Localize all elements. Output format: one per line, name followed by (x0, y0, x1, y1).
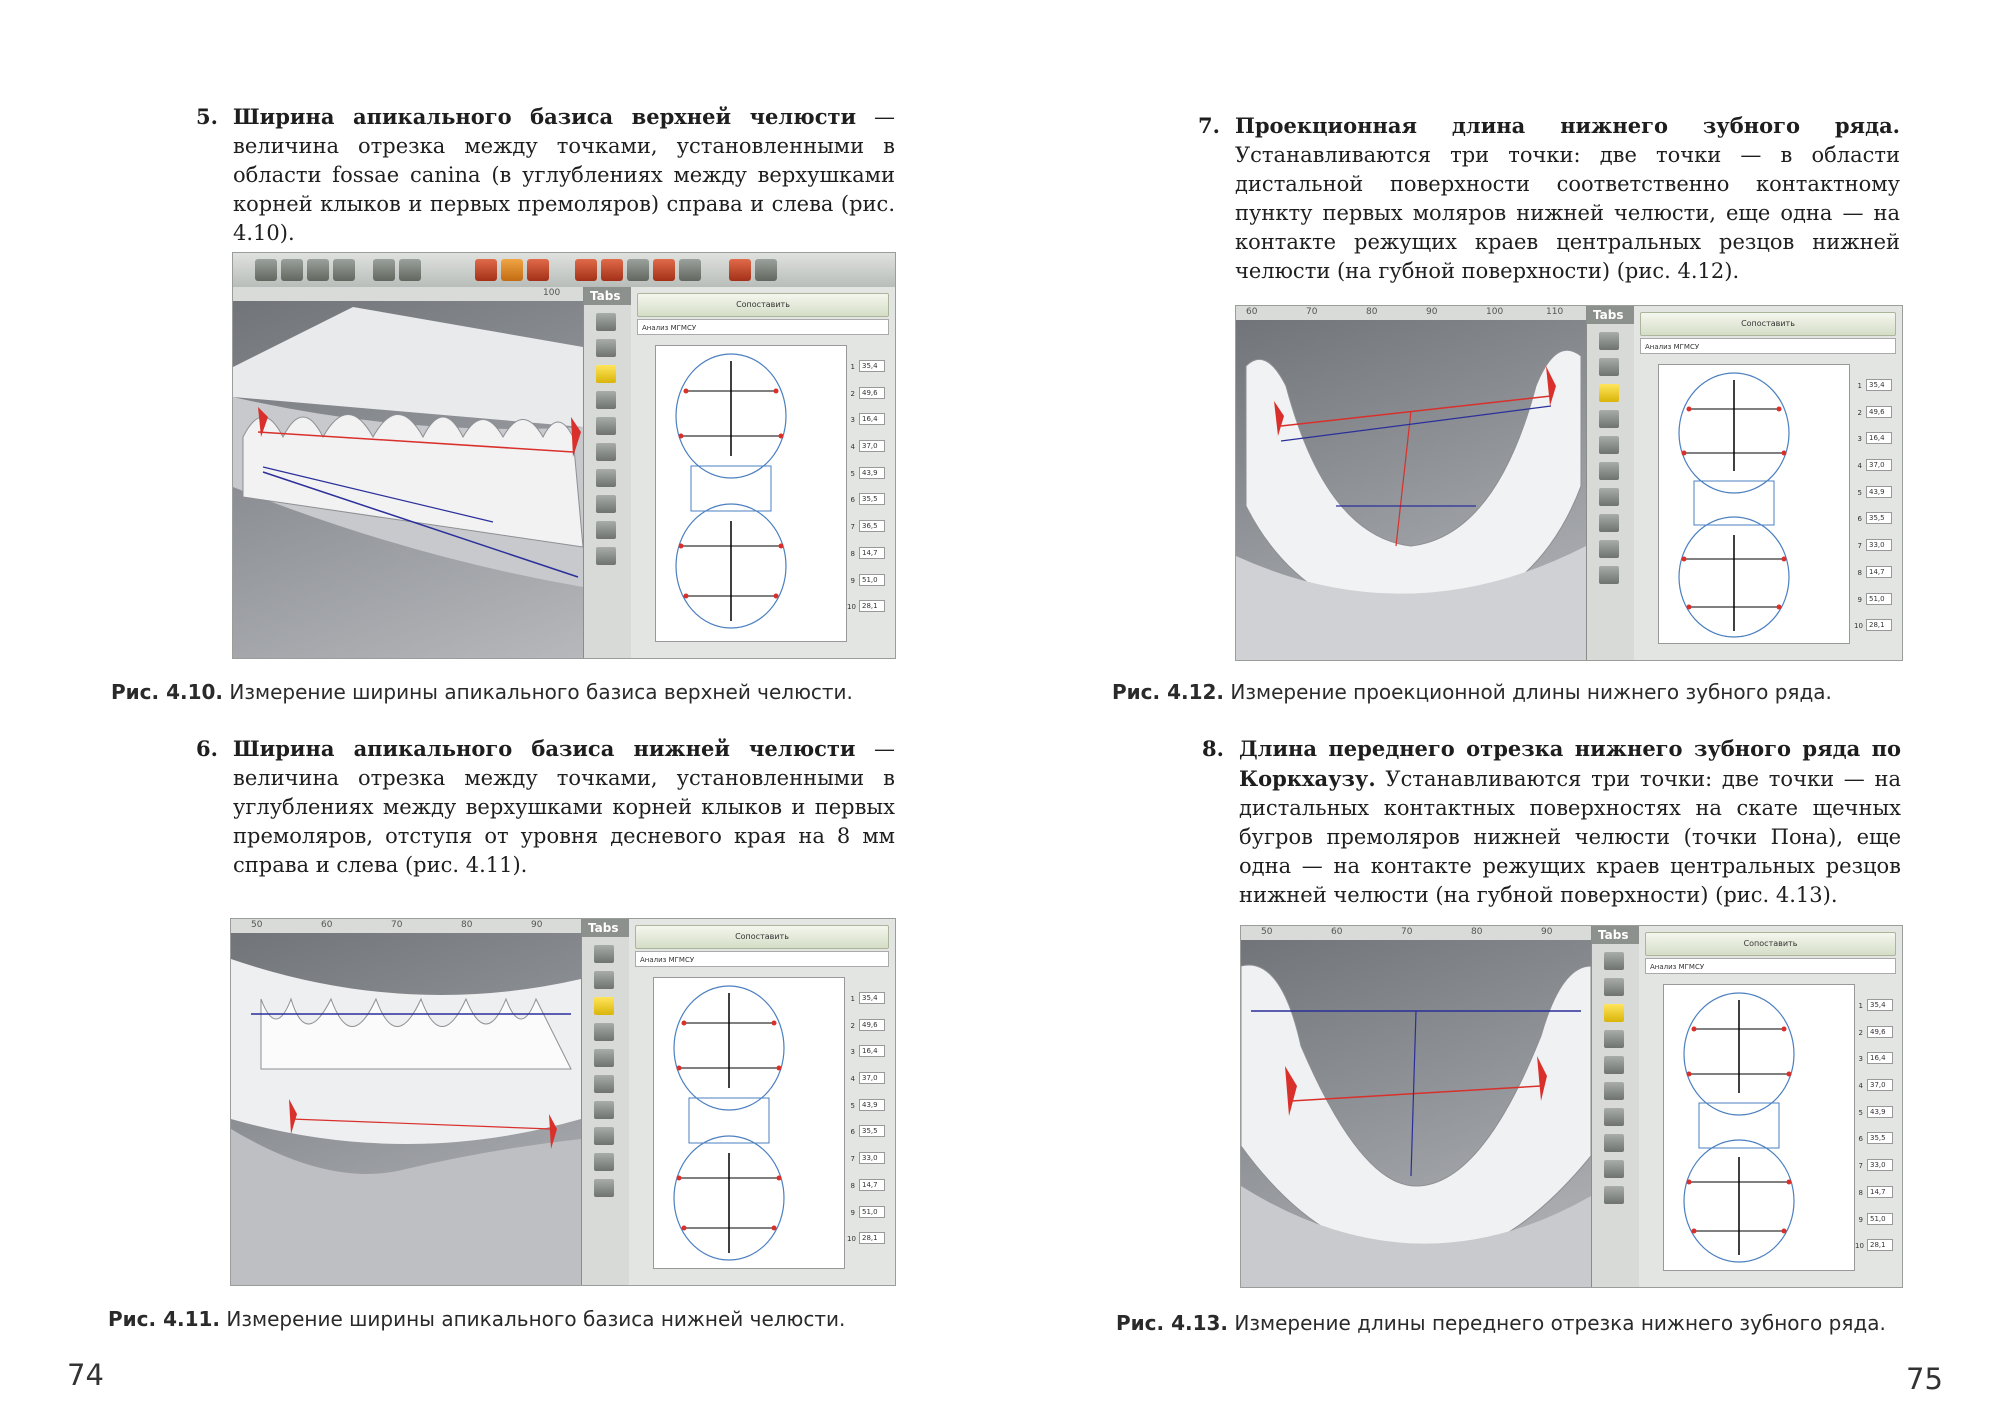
arch-drawing (656, 346, 846, 636)
ruler-tick: 110 (1546, 307, 1564, 317)
tool-icon[interactable] (596, 495, 616, 513)
ruler-tick: 70 (391, 920, 403, 930)
tool-icon[interactable] (596, 469, 616, 487)
tool-icon[interactable] (1599, 358, 1619, 376)
value-field[interactable]: 16,4 (859, 1045, 885, 1057)
tool-icon[interactable] (594, 971, 614, 989)
value-row (847, 1176, 889, 1203)
value-row (847, 1042, 889, 1069)
value-row (847, 357, 889, 384)
ruler-tick: 100 (543, 288, 561, 298)
value-list (847, 989, 889, 1256)
figure-4-10 (232, 252, 896, 659)
value-row (1854, 590, 1896, 617)
value-row (847, 571, 889, 598)
caption-text: Измерение ширины апикального базиса верхней челюсти. (223, 680, 853, 704)
tool-icon[interactable] (594, 945, 614, 963)
value-row (1855, 1210, 1897, 1237)
value-row (847, 1096, 889, 1123)
tabs-label: Tabs (1598, 928, 1629, 942)
page-number: 75 (1906, 1362, 1943, 1396)
caption-label: Рис. 4.11. (108, 1307, 221, 1331)
value-index: 9 (850, 576, 855, 585)
tool-icon[interactable] (399, 259, 421, 281)
value-index: 9 (850, 1208, 855, 1217)
tool-icon[interactable] (1599, 332, 1619, 350)
value-field[interactable]: 33,0 (1867, 1159, 1893, 1171)
item-7 (1198, 111, 1900, 286)
item-text (1239, 734, 1901, 910)
tool-icon[interactable] (373, 259, 395, 281)
value-index: 8 (1857, 568, 1862, 577)
tool-icon[interactable] (596, 391, 616, 409)
value-index: 10 (847, 603, 856, 612)
value-index: 4 (850, 443, 855, 452)
value-index: 9 (1857, 595, 1862, 604)
item-5 (196, 102, 895, 248)
figure-4-13 (1240, 925, 1903, 1288)
tools-sidebar (1586, 306, 1635, 660)
value-index: 5 (1858, 1108, 1863, 1117)
tool-icon[interactable] (594, 1075, 614, 1093)
value-index: 3 (1857, 435, 1862, 444)
value-index: 10 (1855, 1242, 1864, 1251)
tool-icon[interactable] (501, 259, 523, 281)
item-6 (196, 734, 895, 880)
tool-icon[interactable] (1599, 410, 1619, 428)
3d-viewport[interactable] (231, 919, 581, 1285)
tool-icon[interactable] (1604, 978, 1624, 996)
ruler-tick: 70 (1401, 927, 1413, 937)
compare-button[interactable]: Сопоставить (635, 925, 889, 949)
value-index: 1 (850, 363, 855, 371)
tool-icon[interactable] (1604, 1108, 1624, 1126)
value-field[interactable]: 28,1 (859, 1232, 885, 1244)
value-row (847, 517, 889, 544)
item-number: 6. (196, 736, 218, 761)
value-row (847, 410, 889, 437)
figure-caption (108, 1307, 845, 1331)
tool-icon[interactable] (1599, 514, 1619, 532)
value-index: 3 (1858, 1055, 1863, 1064)
value-row (1855, 1076, 1897, 1103)
item-text (233, 102, 895, 248)
3d-viewport[interactable] (1241, 926, 1591, 1287)
value-index: 9 (1858, 1215, 1863, 1224)
item-body: Устанавливаются три точки: две точки — на дистальных контактных поверхностях на скате щечных бугров премоляров нижней челюсти (точки Пона), еще одна — на контакте режущих краев центральных резцов нижней челюсти (на губной поверхности) (рис. 4.13). (1239, 767, 1901, 907)
value-row (847, 1016, 889, 1043)
value-field[interactable]: 43,9 (859, 467, 885, 479)
caption-label: Рис. 4.13. (1116, 1311, 1229, 1335)
value-index: 7 (850, 523, 855, 532)
value-list (847, 357, 889, 624)
arch-drawing (654, 978, 844, 1268)
tool-icon[interactable] (594, 1179, 614, 1197)
tool-icon[interactable] (594, 1023, 614, 1041)
value-field[interactable]: 51,0 (1867, 1213, 1893, 1225)
value-field[interactable]: 33,0 (1866, 539, 1892, 551)
value-row (1854, 376, 1896, 403)
tool-icon[interactable] (627, 259, 649, 281)
value-index: 3 (850, 1048, 855, 1057)
value-row (847, 464, 889, 491)
tool-icon[interactable] (596, 443, 616, 461)
dental-arch-diagram (1658, 364, 1850, 644)
tool-icon[interactable] (1599, 462, 1619, 480)
dental-model (233, 287, 583, 658)
value-index: 8 (850, 549, 855, 558)
value-row (1854, 536, 1896, 563)
tool-icon[interactable] (1604, 1056, 1624, 1074)
page-number: 74 (67, 1358, 104, 1392)
tabs-label: Tabs (588, 921, 619, 935)
tool-icon[interactable] (1604, 1160, 1624, 1178)
value-row (847, 544, 889, 571)
tool-icon[interactable] (575, 259, 597, 281)
item-8 (1202, 734, 1901, 910)
value-field[interactable]: 49,6 (1867, 1026, 1893, 1038)
figure-4-11 (230, 918, 896, 1286)
arch-drawing (1664, 985, 1854, 1270)
value-index: 10 (1854, 622, 1863, 631)
folder-icon[interactable] (596, 365, 616, 383)
tool-icon[interactable] (601, 259, 623, 281)
figure-caption (1116, 1311, 1886, 1335)
app-toolbar (233, 253, 895, 288)
value-field[interactable]: 35,4 (1866, 379, 1892, 391)
value-row (1855, 1049, 1897, 1076)
value-index: 2 (850, 1021, 855, 1030)
value-row (1855, 1023, 1897, 1050)
value-row (1854, 563, 1896, 590)
value-field[interactable]: 35,5 (1866, 512, 1892, 524)
ruler-tick: 100 (1486, 307, 1504, 317)
tool-icon[interactable] (307, 259, 329, 281)
value-field[interactable]: 51,0 (859, 574, 885, 586)
dental-model (231, 919, 581, 1285)
tool-icon[interactable] (527, 259, 549, 281)
folder-icon[interactable] (594, 997, 614, 1015)
value-field[interactable]: 14,7 (1867, 1186, 1893, 1198)
value-field[interactable]: 49,6 (859, 1019, 885, 1031)
item-number: 7. (1198, 113, 1220, 138)
value-row (847, 1229, 889, 1256)
value-row (1855, 1183, 1897, 1210)
tool-icon[interactable] (596, 339, 616, 357)
value-index: 1 (1857, 382, 1862, 390)
caption-text: Измерение проекционной длины нижнего зубного ряда. (1224, 680, 1832, 704)
value-field[interactable]: 37,0 (1867, 1079, 1893, 1091)
ruler-tick: 80 (461, 920, 473, 930)
value-row (847, 989, 889, 1016)
tool-icon[interactable] (1604, 1134, 1624, 1152)
value-field[interactable]: 28,1 (1867, 1239, 1893, 1251)
analysis-panel (631, 287, 895, 658)
value-field[interactable]: 16,4 (1867, 1052, 1893, 1064)
value-index: 8 (850, 1181, 855, 1190)
value-index: 2 (1857, 408, 1862, 417)
value-field[interactable]: 37,0 (859, 1072, 885, 1084)
value-index: 10 (847, 1235, 856, 1244)
value-field[interactable]: 35,4 (859, 992, 885, 1004)
tool-icon[interactable] (475, 259, 497, 281)
item-number: 5. (196, 104, 218, 129)
ruler-tick: 80 (1366, 307, 1378, 317)
value-index: 5 (850, 469, 855, 478)
figure-caption (111, 680, 853, 704)
item-lead: Ширина апикального базиса нижней челюсти (233, 736, 856, 761)
value-row (847, 384, 889, 411)
item-text (233, 734, 895, 880)
value-field[interactable]: 51,0 (859, 1206, 885, 1218)
value-list (1855, 996, 1897, 1263)
analysis-panel (1639, 926, 1902, 1287)
value-index: 4 (1858, 1082, 1863, 1091)
value-row (1854, 616, 1896, 643)
tool-icon[interactable] (255, 259, 277, 281)
dental-arch-diagram (1663, 984, 1855, 1271)
analysis-field[interactable]: Анализ МГМСУ (1645, 958, 1896, 974)
item-lead: Проекционная длина нижнего зубного ряда. (1235, 113, 1900, 138)
tool-icon[interactable] (1599, 436, 1619, 454)
tools-sidebar (583, 287, 632, 658)
value-row (1855, 1129, 1897, 1156)
value-row (1854, 509, 1896, 536)
value-index: 1 (1858, 1002, 1863, 1010)
value-field[interactable]: 35,5 (1867, 1132, 1893, 1144)
tabs-label: Tabs (590, 289, 621, 303)
value-field[interactable]: 14,7 (859, 1179, 885, 1191)
tool-icon[interactable] (679, 259, 701, 281)
dental-arch-diagram (655, 345, 847, 642)
tool-icon[interactable] (594, 1101, 614, 1119)
tool-icon[interactable] (1604, 1030, 1624, 1048)
value-field[interactable]: 43,9 (1866, 486, 1892, 498)
analysis-panel (1634, 306, 1902, 660)
value-field[interactable]: 14,7 (859, 547, 885, 559)
dental-model (1241, 926, 1591, 1287)
ruler-tick: 70 (1306, 307, 1318, 317)
value-row (1854, 429, 1896, 456)
value-index: 2 (1858, 1028, 1863, 1037)
folder-icon[interactable] (1599, 384, 1619, 402)
value-field[interactable]: 37,0 (1866, 459, 1892, 471)
tool-icon[interactable] (594, 1127, 614, 1145)
caption-label: Рис. 4.10. (111, 680, 224, 704)
value-row (847, 597, 889, 624)
tool-icon[interactable] (1599, 566, 1619, 584)
value-field[interactable]: 43,9 (859, 1099, 885, 1111)
value-field[interactable]: 49,6 (1866, 406, 1892, 418)
tool-icon[interactable] (1599, 540, 1619, 558)
tabs-label: Tabs (1593, 308, 1624, 322)
value-field[interactable]: 35,5 (859, 493, 885, 505)
value-row (1855, 1156, 1897, 1183)
item-lead: Длина переднего отрезка нижнего зубного ряда по Коркхаузу. (1239, 736, 1901, 791)
caption-text: Измерение ширины апикального базиса нижней челюсти. (220, 1307, 846, 1331)
3d-viewport[interactable] (1236, 306, 1586, 660)
value-field[interactable]: 28,1 (859, 600, 885, 612)
value-index: 7 (1858, 1162, 1863, 1171)
tool-icon[interactable] (755, 259, 777, 281)
dental-model (1236, 306, 1586, 660)
value-index: 6 (850, 496, 855, 505)
value-index: 7 (1857, 542, 1862, 551)
tool-icon[interactable] (1604, 952, 1624, 970)
tool-icon[interactable] (596, 521, 616, 539)
caption-label: Рис. 4.12. (1112, 680, 1225, 704)
value-field[interactable]: 16,4 (1866, 432, 1892, 444)
value-row (847, 490, 889, 517)
value-row (1854, 483, 1896, 510)
value-field[interactable]: 43,9 (1867, 1106, 1893, 1118)
value-row (847, 437, 889, 464)
value-field[interactable]: 35,4 (1867, 999, 1893, 1011)
value-row (1854, 403, 1896, 430)
value-row (847, 1203, 889, 1230)
value-field[interactable]: 37,0 (859, 440, 885, 452)
tool-icon[interactable] (333, 259, 355, 281)
value-field[interactable]: 35,4 (859, 360, 885, 372)
analysis-field[interactable]: Анализ МГМСУ (637, 319, 889, 335)
value-row (1855, 1103, 1897, 1130)
tool-icon[interactable] (596, 417, 616, 435)
item-body: — величина отрезка между точками, установленными в области fossae canina (в углублениях между верхушками корней клыков и первых премоляров) справа и слева (рис. 4.10). (233, 105, 895, 245)
tool-icon[interactable] (596, 547, 616, 565)
value-field[interactable]: 14,7 (1866, 566, 1892, 578)
value-index: 6 (1858, 1135, 1863, 1144)
dental-arch-diagram (653, 977, 845, 1269)
value-row (1855, 1236, 1897, 1263)
figure-4-12 (1235, 305, 1903, 661)
item-body: Устанавливаются три точки: две точки — в области дистальной поверхности соответственно контактному пункту первых моляров нижней челюсти, еще одна — на контакте режущих краев центральных резцов нижней челюсти (на губной поверхности) (рис. 4.12). (1235, 143, 1900, 283)
value-list (1854, 376, 1896, 643)
tool-icon[interactable] (281, 259, 303, 281)
value-index: 7 (850, 1155, 855, 1164)
tools-sidebar (581, 919, 630, 1285)
value-index: 6 (850, 1128, 855, 1137)
ruler-tick: 50 (1261, 927, 1273, 937)
value-field[interactable]: 51,0 (1866, 593, 1892, 605)
value-index: 5 (850, 1101, 855, 1110)
tool-icon[interactable] (1604, 1186, 1624, 1204)
3d-viewport[interactable] (233, 287, 583, 658)
ruler-tick: 60 (1331, 927, 1343, 937)
arch-drawing (1659, 365, 1849, 645)
item-number: 8. (1202, 736, 1224, 761)
ruler-tick: 90 (1426, 307, 1438, 317)
tool-icon[interactable] (1599, 488, 1619, 506)
value-field[interactable]: 49,6 (859, 387, 885, 399)
item-text (1235, 111, 1900, 286)
value-index: 2 (850, 389, 855, 398)
tool-icon[interactable] (594, 1153, 614, 1171)
tool-icon[interactable] (729, 259, 751, 281)
value-field[interactable]: 35,5 (859, 1125, 885, 1137)
item-lead: Ширина апикального базиса верхней челюсти (233, 104, 857, 129)
tool-icon[interactable] (653, 259, 675, 281)
tool-icon[interactable] (1604, 1082, 1624, 1100)
analysis-field[interactable]: Анализ МГМСУ (635, 951, 889, 967)
tools-sidebar (1591, 926, 1640, 1287)
folder-icon[interactable] (1604, 1004, 1624, 1022)
value-row (1855, 996, 1897, 1023)
compare-button[interactable]: Сопоставить (1640, 312, 1896, 336)
right-page (1000, 0, 2000, 1425)
ruler-tick: 60 (321, 920, 333, 930)
compare-button[interactable]: Сопоставить (1645, 932, 1896, 956)
value-index: 5 (1857, 488, 1862, 497)
value-index: 4 (850, 1075, 855, 1084)
value-index: 1 (850, 995, 855, 1003)
value-field[interactable]: 36,5 (859, 520, 885, 532)
value-index: 3 (850, 416, 855, 425)
compare-button[interactable]: Сопоставить (637, 293, 889, 317)
value-index: 8 (1858, 1188, 1863, 1197)
value-index: 4 (1857, 462, 1862, 471)
value-field[interactable]: 16,4 (859, 413, 885, 425)
caption-text: Измерение длины переднего отрезка нижнего зубного ряда. (1228, 1311, 1886, 1335)
analysis-panel (629, 919, 895, 1285)
figure-caption (1112, 680, 1832, 704)
ruler-tick: 80 (1471, 927, 1483, 937)
ruler-tick: 90 (531, 920, 543, 930)
value-field[interactable]: 28,1 (1866, 619, 1892, 631)
value-row (847, 1069, 889, 1096)
value-row (847, 1122, 889, 1149)
ruler-tick: 60 (1246, 307, 1258, 317)
value-row (1854, 456, 1896, 483)
ruler-tick: 90 (1541, 927, 1553, 937)
analysis-field[interactable]: Анализ МГМСУ (1640, 338, 1896, 354)
value-index: 6 (1857, 515, 1862, 524)
value-field[interactable]: 33,0 (859, 1152, 885, 1164)
ruler-tick: 50 (251, 920, 263, 930)
tool-icon[interactable] (594, 1049, 614, 1067)
item-body: — величина отрезка между точками, установленными в углублениях между верхушками корней клыков и первых премоляров, отступя от уровня десневого края на 8 мм справа и слева (рис. 4.11). (233, 737, 895, 877)
tool-icon[interactable] (596, 313, 616, 331)
value-row (847, 1149, 889, 1176)
